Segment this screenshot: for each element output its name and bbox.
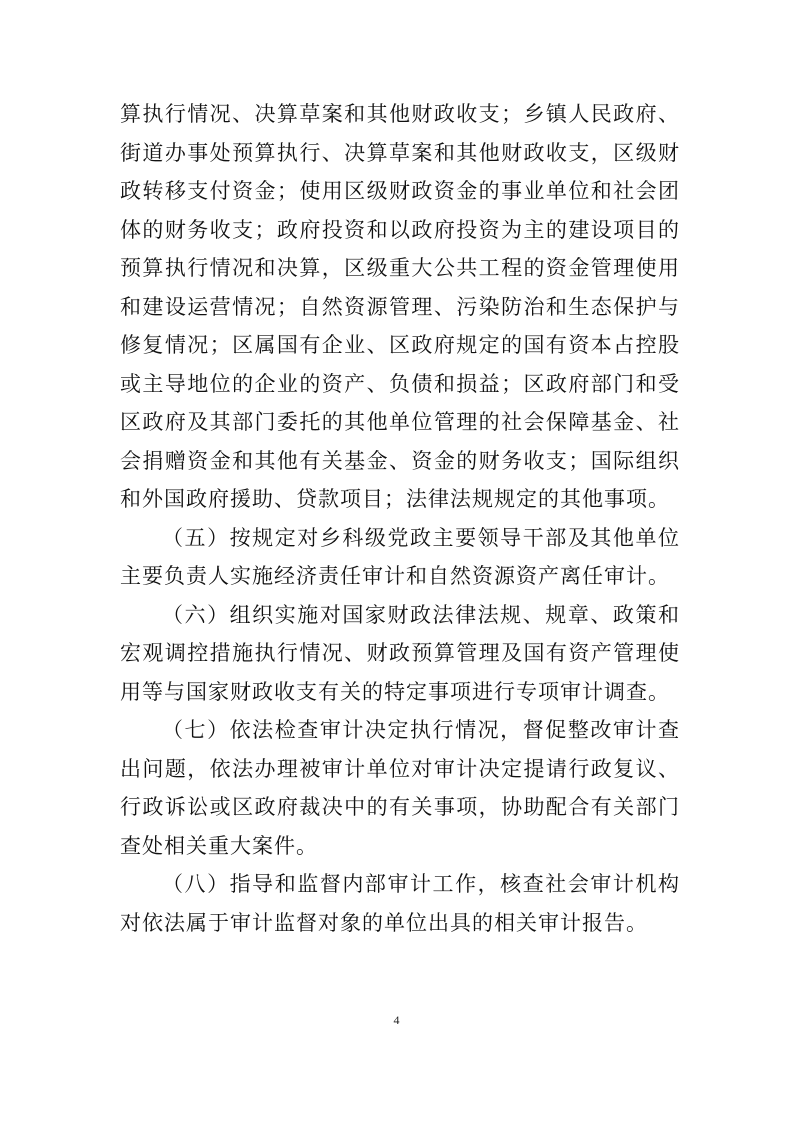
paragraph-item-7: （七）依法检查审计决定执行情况，督促整改审计查出问题，依法办理被审计单位对审计决定提请行政复议、行政诉讼或区政府裁决中的有关事项，协助配合有关部门查处相关重大案件。: [120, 718, 680, 858]
document-body: [120, 95, 680, 942]
page-number: 4: [393, 1013, 400, 1027]
paragraph-item-5: （五）按规定对乡科级党政主要领导干部及其他单位主要负责人实施经济责任审计和自然资源资产离任审计。: [120, 525, 680, 588]
paragraph-continued: 算执行情况、决算草案和其他财政收支；乡镇人民政府、街道办事处预算执行、决算草案和其他财政收支，区级财政转移支付资金；使用区级财政资金的事业单位和社会团体的财务收支；政府投资和以政府投资为主的建设项目的预算执行情况和决算，区级重大公共工程的资金管理使用和建设运营情况；自然资源管理、污染防治和生态保护与修复情况；区属国有企业、区政府规定的国有资本占控股或主导地位的企业的资产、负债和损益；区政府部门和受区政府及其部门委托的其他单位管理的社会保障基金、社会捐赠资金和其他有关基金、资金的财务收支；国际组织和外国政府援助、贷款项目；法律法规规定的其他事项。: [120, 102, 680, 511]
paragraph-item-8: （八）指导和监督内部审计工作，核查社会审计机构对依法属于审计监督对象的单位出具的相关审计报告。: [120, 872, 680, 935]
paragraph-item-6: （六）组织实施对国家财政法律法规、规章、政策和宏观调控措施执行情况、财政预算管理及国有资产管理使用等与国家财政收支有关的特定事项进行专项审计调查。: [120, 602, 680, 704]
